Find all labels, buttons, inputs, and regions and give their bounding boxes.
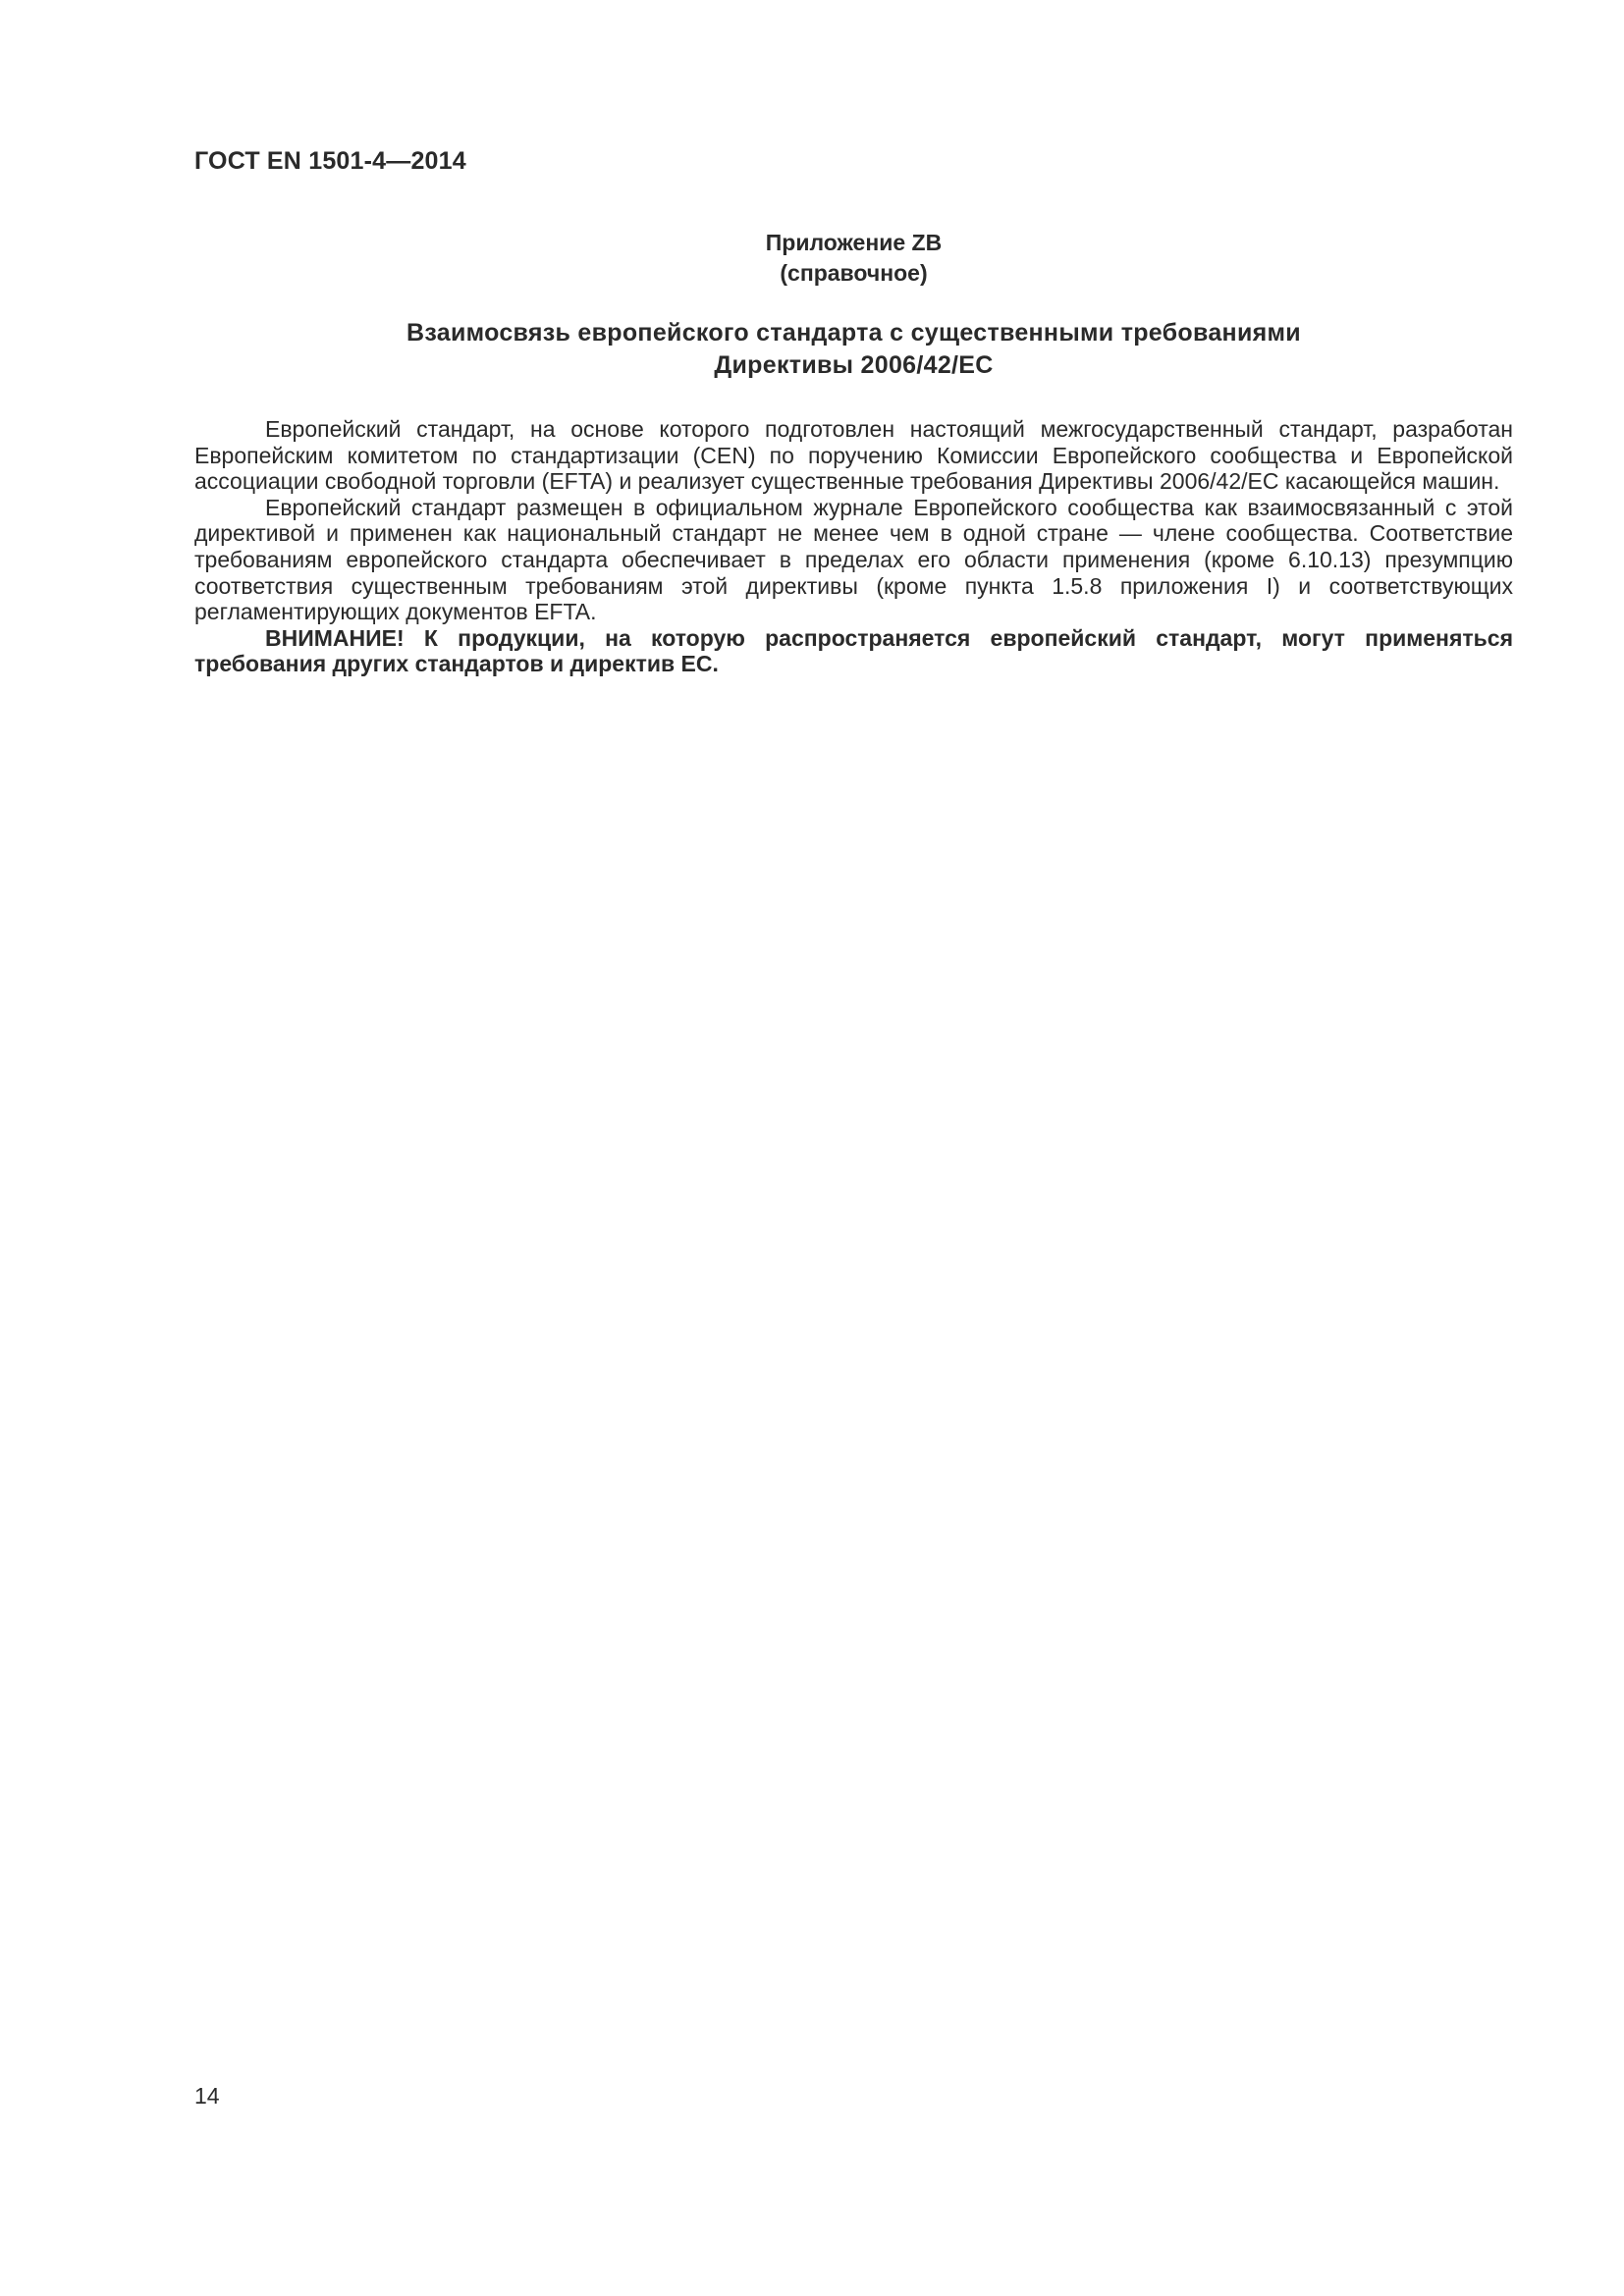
paragraph-presumption-of-conformity: Европейский стандарт размещен в официальном журнале Европейского сообщества как взаимосвязанный с этой директивой и применен как национальный стандарт не менее чем в одной стране — члене сообщества. Соответствие требованиям европейского стандарта обеспечивает в пределах его области применения (кроме 6.10.13) презумпцию соответствия существенным требованиям этой директивы (кроме пункта 1.5.8 приложения I) и соответствующих регламентирующих документов EFTA.	[194, 494, 1513, 625]
standard-designation: ГОСТ EN 1501-4—2014	[194, 147, 466, 175]
paragraph-cen-mandate: Европейский стандарт, на основе которого подготовлен настоящий межгосударственный стандарт, разработан Европейским комитетом по стандартизации (CEN) по поручению Комиссии Европейского сообщества и Европейской ассоциации свободной торговли (EFTA) и реализует существенные требования Директивы 2006/42/ЕС касающейся машин.	[194, 416, 1513, 495]
annex-title-line-2: Директивы 2006/42/ЕС	[714, 351, 994, 379]
page-number: 14	[194, 2083, 220, 2109]
annex-title-line-1: Взаимосвязь европейского стандарта с существенными требованиями	[406, 319, 1301, 347]
annex-title	[194, 317, 1513, 382]
annex-heading	[194, 228, 1513, 289]
body-text	[194, 416, 1513, 677]
warning-notice: ВНИМАНИЕ! К продукции, на которую распространяется европейский стандарт, могут применяться требования других стандартов и директив ЕС.	[194, 624, 1513, 677]
annex-status: (справочное)	[780, 260, 928, 286]
annex-label: Приложение ZB	[765, 230, 943, 255]
